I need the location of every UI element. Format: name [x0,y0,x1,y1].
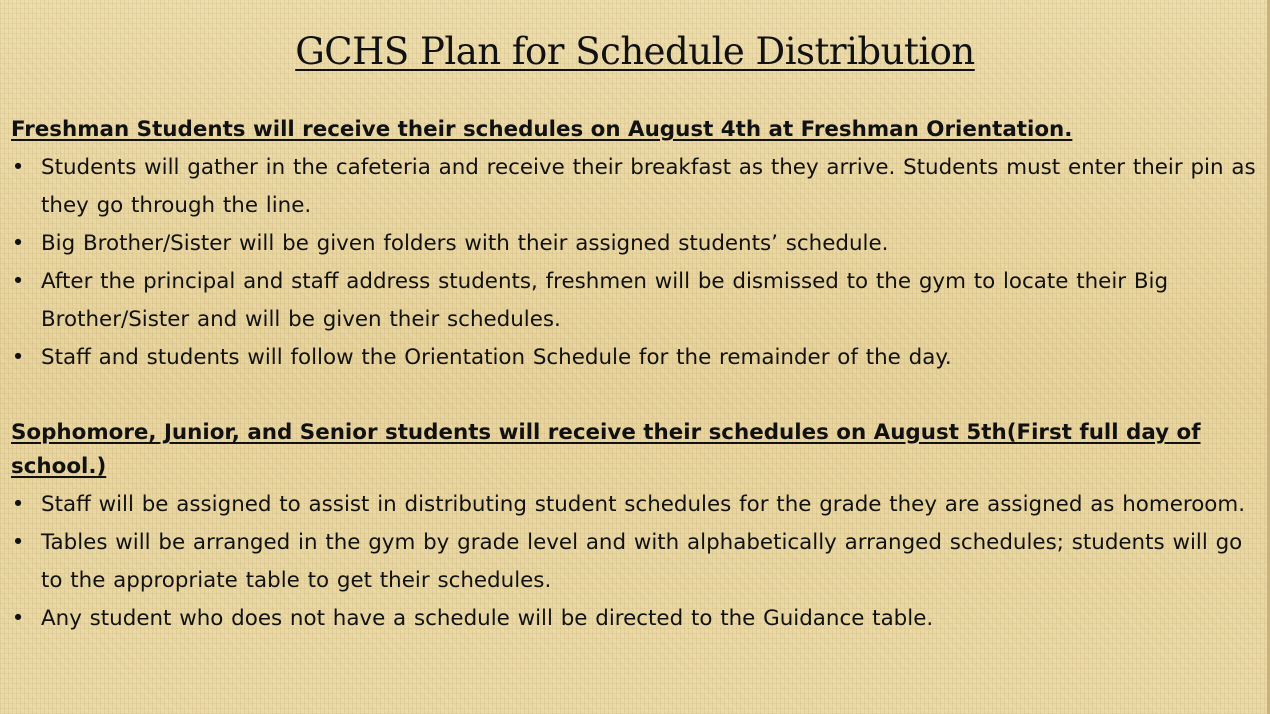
bullet-dot: • [11,269,25,294]
bullet-dot: • [11,606,25,631]
bullet-item [11,225,1256,263]
slide-title: GCHS Plan for Schedule Distribution [295,30,975,73]
bullet-text: Staff and students will follow the Orientation Schedule for the remainder of the day. [41,345,952,370]
bullet-dot: • [11,345,25,370]
bullet-dot: • [11,530,25,555]
bullet-dot: • [11,231,25,256]
bullet-text: Tables will be arranged in the gym by grade level and with alphabetically arranged schedules; students will go to the appropriate table to get their schedules. [41,530,1243,593]
bullet-item [11,339,1256,377]
upperclass-section [11,416,1256,638]
bullet-text: Any student who does not have a schedule will be directed to the Guidance table. [41,606,934,631]
bullet-item [11,524,1256,600]
bullet-item [11,149,1256,225]
freshman-section [11,113,1256,377]
bullet-text: Staff will be assigned to assist in distributing student schedules for the grade they are assigned as homeroom. [41,492,1246,517]
bullet-dot: • [11,155,25,180]
freshman-bullet-list [11,149,1256,377]
bullet-item [11,486,1256,524]
bullet-dot: • [11,492,25,517]
bullet-text: Students will gather in the cafeteria and receive their breakfast as they arrive. Students must enter their pin as they go through the line. [41,155,1256,218]
bullet-text: After the principal and staff address students, freshmen will be dismissed to the gym to locate their Big Brother/Sister and will be given their schedules. [41,269,1169,332]
upperclass-bullet-list [11,486,1256,638]
bullet-text: Big Brother/Sister will be given folders with their assigned students’ schedule. [41,231,889,256]
bullet-item [11,263,1256,339]
bullet-item [11,600,1256,638]
upperclass-heading: Sophomore, Junior, and Senior students will receive their schedules on August 5th(First full day of school.) [11,420,1201,479]
freshman-heading: Freshman Students will receive their schedules on August 4th at Freshman Orientation. [11,117,1073,142]
